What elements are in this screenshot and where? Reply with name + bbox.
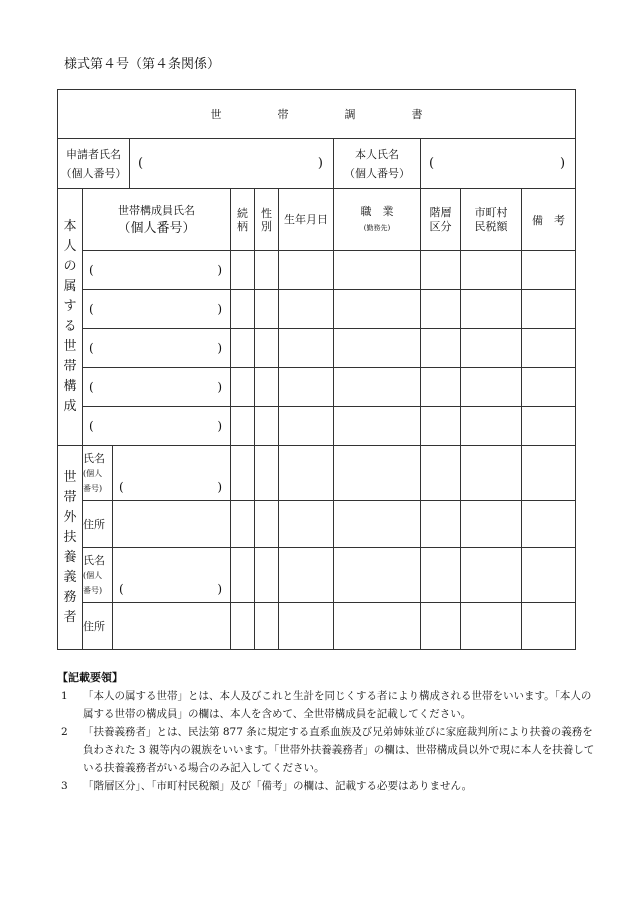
table-row bbox=[58, 290, 576, 329]
occupation-field[interactable] bbox=[334, 548, 421, 603]
tax-field[interactable] bbox=[461, 329, 522, 368]
birthdate-field[interactable] bbox=[279, 329, 334, 368]
instruction-item: 2 「扶養義務者」とは、民法第 877 条に規定する直系血族及び兄弟姉妹並びに家庭裁判所により扶養の義務を負わされた 3 親等内の親族をいいます。「世帯外扶養義務者」の欄は、世帯構成員以外で現に本人を扶養している扶養義務者がいる場合のみ記入してください。 bbox=[61, 726, 595, 774]
support-name-field[interactable]: ( ) bbox=[113, 548, 231, 603]
member-name-field[interactable]: ( ) bbox=[83, 407, 231, 446]
remarks-field[interactable] bbox=[522, 329, 576, 368]
relation-field[interactable] bbox=[231, 446, 255, 501]
support-name-label: 氏名 (個人 番号) bbox=[83, 446, 113, 501]
birthdate-field[interactable] bbox=[279, 407, 334, 446]
sex-header: 性別 bbox=[255, 189, 279, 251]
birthdate-field[interactable] bbox=[279, 368, 334, 407]
sex-field[interactable] bbox=[255, 446, 279, 501]
sex-field[interactable] bbox=[255, 251, 279, 290]
tier-field[interactable] bbox=[421, 501, 461, 548]
household-survey-table bbox=[57, 89, 576, 650]
occupation-field[interactable] bbox=[334, 446, 421, 501]
occupation-field[interactable] bbox=[334, 501, 421, 548]
member-name-header: 世帯構成員氏名 （個人番号） bbox=[83, 189, 231, 251]
form-number: 様式第４号（第４条関係） bbox=[64, 57, 221, 72]
self-name-field[interactable]: ( ) bbox=[421, 139, 576, 189]
sex-field[interactable] bbox=[255, 603, 279, 650]
birthdate-field[interactable] bbox=[279, 446, 334, 501]
table-row bbox=[58, 407, 576, 446]
relation-field[interactable] bbox=[231, 251, 255, 290]
self-name-label: 本人氏名 （個人番号） bbox=[334, 139, 421, 189]
birthdate-header: 生年月日 bbox=[279, 189, 334, 251]
table-row bbox=[58, 548, 576, 603]
instruction-item: 3 「階層区分」、「市町村民税額」及び「備考」の欄は、記載する必要はありません。 bbox=[61, 780, 473, 792]
remarks-field[interactable] bbox=[522, 368, 576, 407]
tax-field[interactable] bbox=[461, 290, 522, 329]
sex-field[interactable] bbox=[255, 290, 279, 329]
table-row bbox=[58, 251, 576, 290]
instruction-item: 1 「本人の属する世帯」とは、本人及びこれと生計を同じくする者により構成される世帯をいいます。「本人の属する世帯の構成員」の欄は、本人を含めて、全世帯構成員を記載してください。 bbox=[61, 690, 592, 720]
support-name-field[interactable]: ( ) bbox=[113, 446, 231, 501]
table-row bbox=[58, 501, 576, 548]
remarks-field[interactable] bbox=[522, 603, 576, 650]
relation-field[interactable] bbox=[231, 501, 255, 548]
birthdate-field[interactable] bbox=[279, 603, 334, 650]
tier-field[interactable] bbox=[421, 368, 461, 407]
occupation-field[interactable] bbox=[334, 368, 421, 407]
relation-field[interactable] bbox=[231, 548, 255, 603]
birthdate-field[interactable] bbox=[279, 290, 334, 329]
tier-field[interactable] bbox=[421, 251, 461, 290]
occupation-header: 職 業 (勤務先) bbox=[334, 189, 421, 251]
tier-field[interactable] bbox=[421, 603, 461, 650]
table-row bbox=[58, 329, 576, 368]
remarks-field[interactable] bbox=[522, 251, 576, 290]
support-name-label: 氏名 (個人 番号) bbox=[83, 548, 113, 603]
table-row bbox=[58, 368, 576, 407]
support-address-field[interactable] bbox=[113, 501, 231, 548]
tier-header: 階層 区分 bbox=[421, 189, 461, 251]
occupation-field[interactable] bbox=[334, 603, 421, 650]
birthdate-field[interactable] bbox=[279, 251, 334, 290]
support-address-label: 住所 bbox=[83, 603, 113, 650]
remarks-field[interactable] bbox=[522, 446, 576, 501]
member-name-field[interactable]: ( ) bbox=[83, 368, 231, 407]
relation-field[interactable] bbox=[231, 368, 255, 407]
support-address-field[interactable] bbox=[113, 603, 231, 650]
sex-field[interactable] bbox=[255, 548, 279, 603]
relation-field[interactable] bbox=[231, 329, 255, 368]
support-section-label: 世帯外扶養義務者 bbox=[58, 446, 83, 650]
relation-field[interactable] bbox=[231, 290, 255, 329]
tier-field[interactable] bbox=[421, 290, 461, 329]
occupation-field[interactable] bbox=[334, 251, 421, 290]
remarks-field[interactable] bbox=[522, 407, 576, 446]
tier-field[interactable] bbox=[421, 446, 461, 501]
tax-field[interactable] bbox=[461, 548, 522, 603]
remarks-field[interactable] bbox=[522, 290, 576, 329]
member-name-field[interactable]: ( ) bbox=[83, 329, 231, 368]
tax-field[interactable] bbox=[461, 251, 522, 290]
tax-field[interactable] bbox=[461, 501, 522, 548]
form-title: 世 帯 調 書 bbox=[58, 90, 576, 139]
tier-field[interactable] bbox=[421, 548, 461, 603]
tier-field[interactable] bbox=[421, 329, 461, 368]
birthdate-field[interactable] bbox=[279, 501, 334, 548]
member-name-field[interactable]: ( ) bbox=[83, 290, 231, 329]
instructions-title: 【記載要領】 bbox=[57, 671, 123, 684]
table-row bbox=[58, 603, 576, 650]
tax-field[interactable] bbox=[461, 446, 522, 501]
sex-field[interactable] bbox=[255, 501, 279, 548]
occupation-field[interactable] bbox=[334, 407, 421, 446]
tax-header: 市町村 民税額 bbox=[461, 189, 522, 251]
table-row bbox=[58, 446, 576, 501]
sex-field[interactable] bbox=[255, 329, 279, 368]
applicant-name-field[interactable]: ( ) bbox=[130, 139, 334, 189]
tier-field[interactable] bbox=[421, 407, 461, 446]
tax-field[interactable] bbox=[461, 407, 522, 446]
occupation-field[interactable] bbox=[334, 290, 421, 329]
instructions bbox=[57, 669, 597, 795]
member-name-field[interactable]: ( ) bbox=[83, 251, 231, 290]
relation-field[interactable] bbox=[231, 407, 255, 446]
sex-field[interactable] bbox=[255, 368, 279, 407]
relation-header: 続柄 bbox=[231, 189, 255, 251]
remarks-field[interactable] bbox=[522, 548, 576, 603]
applicant-name-label: 申請者氏名 （個人番号） bbox=[58, 139, 130, 189]
tax-field[interactable] bbox=[461, 603, 522, 650]
tax-field[interactable] bbox=[461, 368, 522, 407]
support-address-label: 住所 bbox=[83, 501, 113, 548]
occupation-field[interactable] bbox=[334, 329, 421, 368]
remarks-field[interactable] bbox=[522, 501, 576, 548]
birthdate-field[interactable] bbox=[279, 548, 334, 603]
remarks-header: 備 考 bbox=[522, 189, 576, 251]
sex-field[interactable] bbox=[255, 407, 279, 446]
household-section-label: 本人の属する世帯構成 bbox=[58, 189, 83, 446]
relation-field[interactable] bbox=[231, 603, 255, 650]
